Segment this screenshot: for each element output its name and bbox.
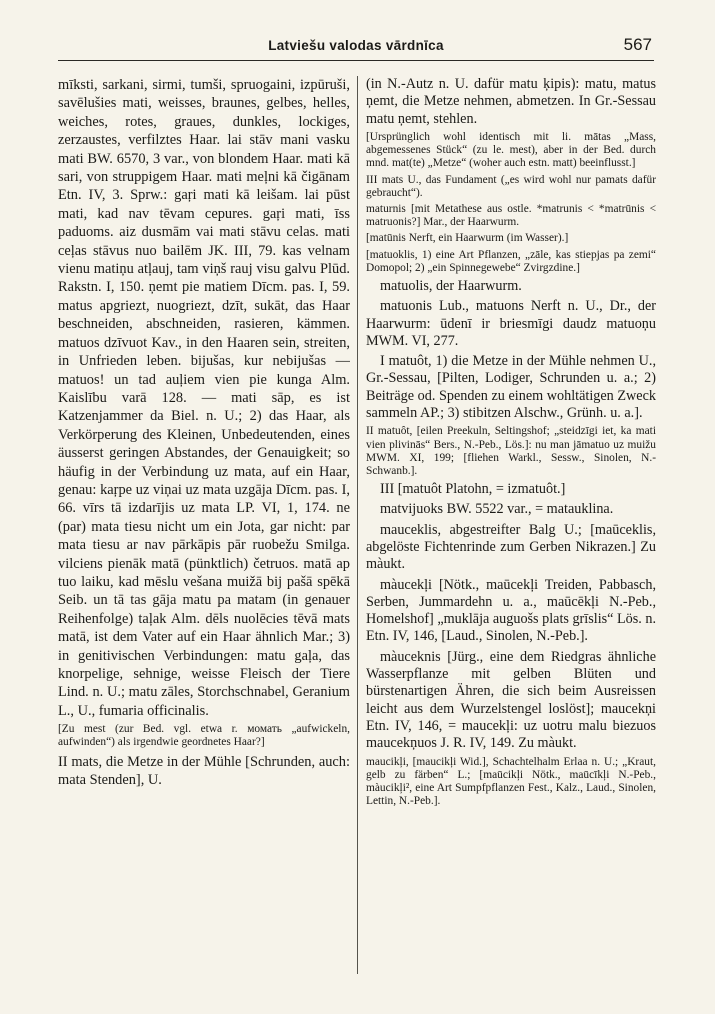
dictionary-entry: III mats U., das Fundament („es wird wohl nur pamats dafür gebraucht“). — [366, 173, 656, 199]
page-number: 567 — [623, 35, 652, 54]
dictionary-entry: màucekļi [Nötk., maūcekļi Treiden, Pabbasch, Serben, Jummardehn u. a., maūcēkļi N.-Peb., Homelshof] „muklāja auguošs plats grīslis“ Lös. n. Etn. IV, 146, [Laud., Sinolen, N.-Peb.]. — [366, 576, 656, 645]
running-title: Latviešu valodas vārdnīca — [268, 38, 444, 53]
dictionary-entry: matvijuoks BW. 5522 var., = matauklina. — [380, 501, 614, 518]
entry-paragraph: II mats, die Metze in der Mühle [Schrunden, auch: mata Stenden], U. — [58, 753, 350, 789]
column-divider — [357, 76, 358, 974]
dictionary-entry: [Ursprünglich wohl identisch mit li. mātas „Mass, abgemessenes Stück“ (zu le. mest), aber in der Bed. durch mnd. mat(te) „Metze“ (woher auch estn. matt) beeinflusst.] — [366, 130, 656, 170]
dictionary-entry: (in N.-Autz n. U. dafür matu ķipis): matu, matus ņemt, die Metze nehmen, abmetzen. In Gr.-Sessau matu ņemt, stehlen. — [366, 76, 656, 127]
dictionary-entry: màuceknis [Jürg., eine dem Riedgras ähnliche Wasserpflanze mit gelben Blüten und bürstenartigen Ähren, die sich beim Ausreissen leicht aus dem Wurzelstengel loslöst]; maucekņi Etn. IV, 146, = maucekļi: uz uotru malu biezuos maucekņuos J. R. IV, 149. Zu màukt. — [366, 648, 656, 752]
right-column — [366, 76, 656, 811]
dictionary-entry: maturnis [mit Metathese aus ostle. *matrunis < *matrūnis < matruonis?] Mar., der Haarwurm. — [366, 202, 656, 229]
dictionary-entry: maucikļi, [maucikļi Wid.], Schachtelhalm Erlaa n. U.; „Kraut, gelb zu färben“ L.; [maūcikļi Nötk., maūcīkļi N.-Peb., màucikļi², eine Art Sumpfpflanzen Fest., Kalz., Laud., Sinolen, Lettin, N.-Peb.]. — [366, 755, 656, 808]
dictionary-entry: mauceklis, abgestreifter Balg U.; [maūceklis, abgelöste Fichtenrinde zum Gerben Nikrazen.] Zu màukt. — [366, 521, 656, 573]
dictionary-entry: I matuôt, 1) die Metze in der Mühle nehmen U., Gr.-Sessau, [Pilten, Lodiger, Schrunden u. a.; 2) Beiträge od. Spenden zu einem wohltätigen Zweck sammeln AP.; 3) stibitzen Alschw., Grünh. u. a.]. — [366, 353, 656, 421]
dictionary-entry: III [matuôt Platohn, = izmatuôt.] — [380, 481, 566, 498]
etymology-note: [Zu mest (zur Bed. vgl. etwa r. момать „aufwickeln, aufwinden“) als irgendwie geordnetes Haar?] — [58, 723, 350, 749]
entry-paragraph: mīksti, sarkani, sirmi, tumši, spruogaini, izpūruši, savēlušies mati, weisses, braunes, gelbes, helles, weiches, rotes, graues, dunkles, lockiges, zerzaustes, verfilztes Haar. lai stāv mani vasku mati BW. 6570, 3 var., von blondem Haar. mati kā sari, von struppigem Haar. mati meļni kā čigānam Etn. IV, 3. Sprw.: gaŗi mati kā leišam. lai pūst mati, kad nav tēvam cepures. gaŗi mati, īss paduoms. aiz dusmām vai mati stāvu celas. mati ceļas stāvus nuo bailēm JK. III, 79. kas velnam vienu matiņu atļauj, tam viņš rauj visu galvu Plūd. Rakstn. I, 150. ņemt pie matiem Dīcm. pas. I, 59. matus apgriezt, nuogriezt, dzīt, sukāt, das Haar beschneiden, abschneiden, rasieren, kämmen. matuos dzīvuot Kav., in den Haaren sein, streiten, in Unfrieden leben. bijušas, kur nebijušas — matuos! un tad auļiem vien pie kunga Alm. Kaislību varā 128. — mati sāp, es ist Katzenjammer da Biel. n. U.; 2) das Haar, als Verkörperung des Kleinen, Unbedeutenden, eines äusserst geringen Abstandes, der Genauigkeit; so häufig in der Verbindung uz mata, auf ein Haar, genau: kaŗpe uz viņai uz mata uzgāja Dīcm. pas. I, 66. vīrs tā izdarījis uz mata LP. VI, 1, 174. ne (par) mata tiesu nicht um ein Jota, gar nicht: par mata tiesu ar nav pārkāpis pār ruobežu Smilga. vilciens pienāk matā (pünktlich) četruos. matā ap tuo laiku, kad mēslu vešana muižā bij pašā spēkā Seib. un tā tas gāja matu pa matam (in genauer Reihenfolge) taļak Alm. dēls nuolēcies tēvā mats matā, ist dem Vater auf ein Haar ähnlich Mar.; 3) in genitivischen Verbindungen: matu gaļa, das knorpelige, sehnige, weisse Fleisch der Tiere Lind. n. U.; matu zāles, Storchschnabel, Geranium L., U., fumaria officinalis. — [58, 77, 350, 719]
dictionary-entry: [matūnis Nerft, ein Haarwurm (im Wasser).] — [366, 232, 569, 245]
left-column — [58, 76, 350, 792]
dictionary-entry: II matuôt, [eilen Preekuln, Seltingshof; „steidzīgi iet, ka mati vien plivinās“ Bers., N.-Peb., Lös.]: nu man jāmatuo uz muižu MWM. XI, 199; [fliehen Warkl., Sessw., Sinolen, N.-Schwanb.]. — [366, 425, 656, 477]
dictionary-entry: matuolis, der Haarwurm. — [380, 277, 522, 294]
page-header — [58, 35, 654, 61]
dictionary-entry: [matuoklis, 1) eine Art Pflanzen, „zāle, kas stiepjas pa zemi“ Domopol; 2) „ein Spinnegewebe“ Zvirgzdine.] — [366, 248, 656, 274]
dictionary-entry: matuonis Lub., matuons Nerft n. U., Dr., der Haarwurm: ūdenī ir briesmīgi daudz matuoņu MWM. VI, 277. — [366, 298, 656, 349]
